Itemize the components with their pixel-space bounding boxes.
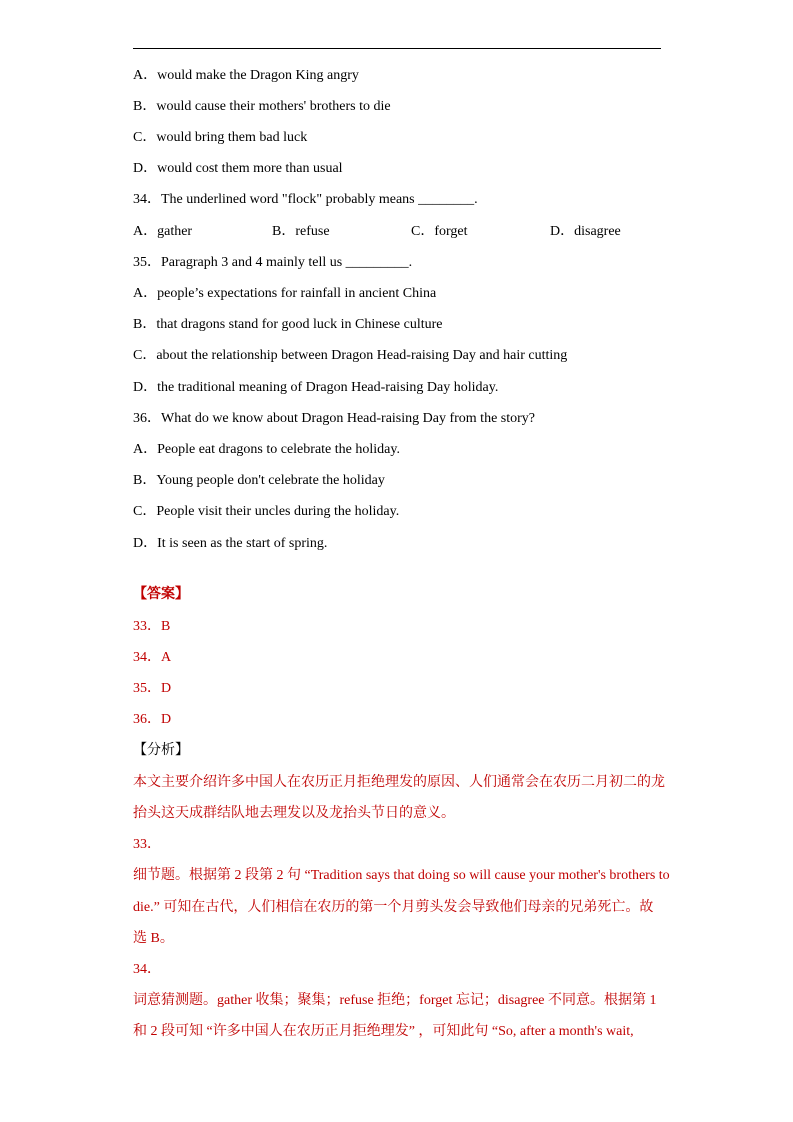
q35-option-d: D．the traditional meaning of Dragon Head-raising Day holiday. [133,380,499,395]
q35-option-a: A．people’s expectations for rainfall in ancient China [133,286,437,301]
q33-option-d: D．would cost them more than usual [133,161,343,176]
analysis-line: 本文主要介绍许多中国人在农历正月拒绝理发的原因、人们通常会在农历二月初二的龙 [133,775,665,790]
analysis-heading: 【分析】 [133,743,189,758]
q36-option-b: B．Young people don't celebrate the holiday [133,473,385,488]
q34-stem: 34．The underlined word "flock" probably means ________. [133,192,478,207]
answer-item: 33．B [133,619,171,634]
analysis-line: 34． [133,962,161,977]
analysis-line: 33． [133,837,161,852]
q33-option-c: C．would bring them bad luck [133,130,308,145]
q33-option-a: A．would make the Dragon King angry [133,68,359,83]
q36-option-d: D．It is seen as the start of spring. [133,536,328,551]
analysis-line: 细节题。根据第 2 段第 2 句 “Tradition says that doing so will cause your mother's brothers to [133,868,670,883]
answer-item: 35．D [133,681,172,696]
q36-option-a: A．People eat dragons to celebrate the holiday. [133,442,400,457]
q35-option-c: C．about the relationship between Dragon Head-raising Day and hair cutting [133,348,568,363]
analysis-line: die.” 可知在古代，人们相信在农历的第一个月剪头发会导致他们母亲的兄弟死亡。故 [133,900,654,915]
header-rule [133,48,661,49]
answer-heading: 【答案】 [133,587,189,602]
q34-option-d: D．disagree [550,224,621,239]
analysis-line: 选 B。 [133,931,174,946]
analysis-line: 抬头这天成群结队地去理发以及龙抬头节日的意义。 [133,806,455,821]
q33-option-b: B．would cause their mothers' brothers to die [133,99,391,114]
answer-item: 34．A [133,650,172,665]
q34-option-c: C．forget [411,224,468,239]
q36-option-c: C．People visit their uncles during the holiday. [133,504,400,519]
q34-options [133,223,693,241]
q34-option-b: B．refuse [272,224,330,239]
q35-stem: 35．Paragraph 3 and 4 mainly tell us _________. [133,255,413,270]
answer-item: 36．D [133,712,172,727]
q35-option-b: B．that dragons stand for good luck in Chinese culture [133,317,443,332]
analysis-line: 词意猜测题。gather 收集；聚集；refuse 拒绝；forget 忘记；disagree 不同意。根据第 1 [133,993,657,1008]
analysis-line: 和 2 段可知 “许多中国人在农历正月拒绝理发” ，可知此句 “So, after a month's wait, [133,1024,634,1039]
q36-stem: 36．What do we know about Dragon Head-raising Day from the story? [133,411,536,426]
q34-option-a: A．gather [133,224,193,239]
